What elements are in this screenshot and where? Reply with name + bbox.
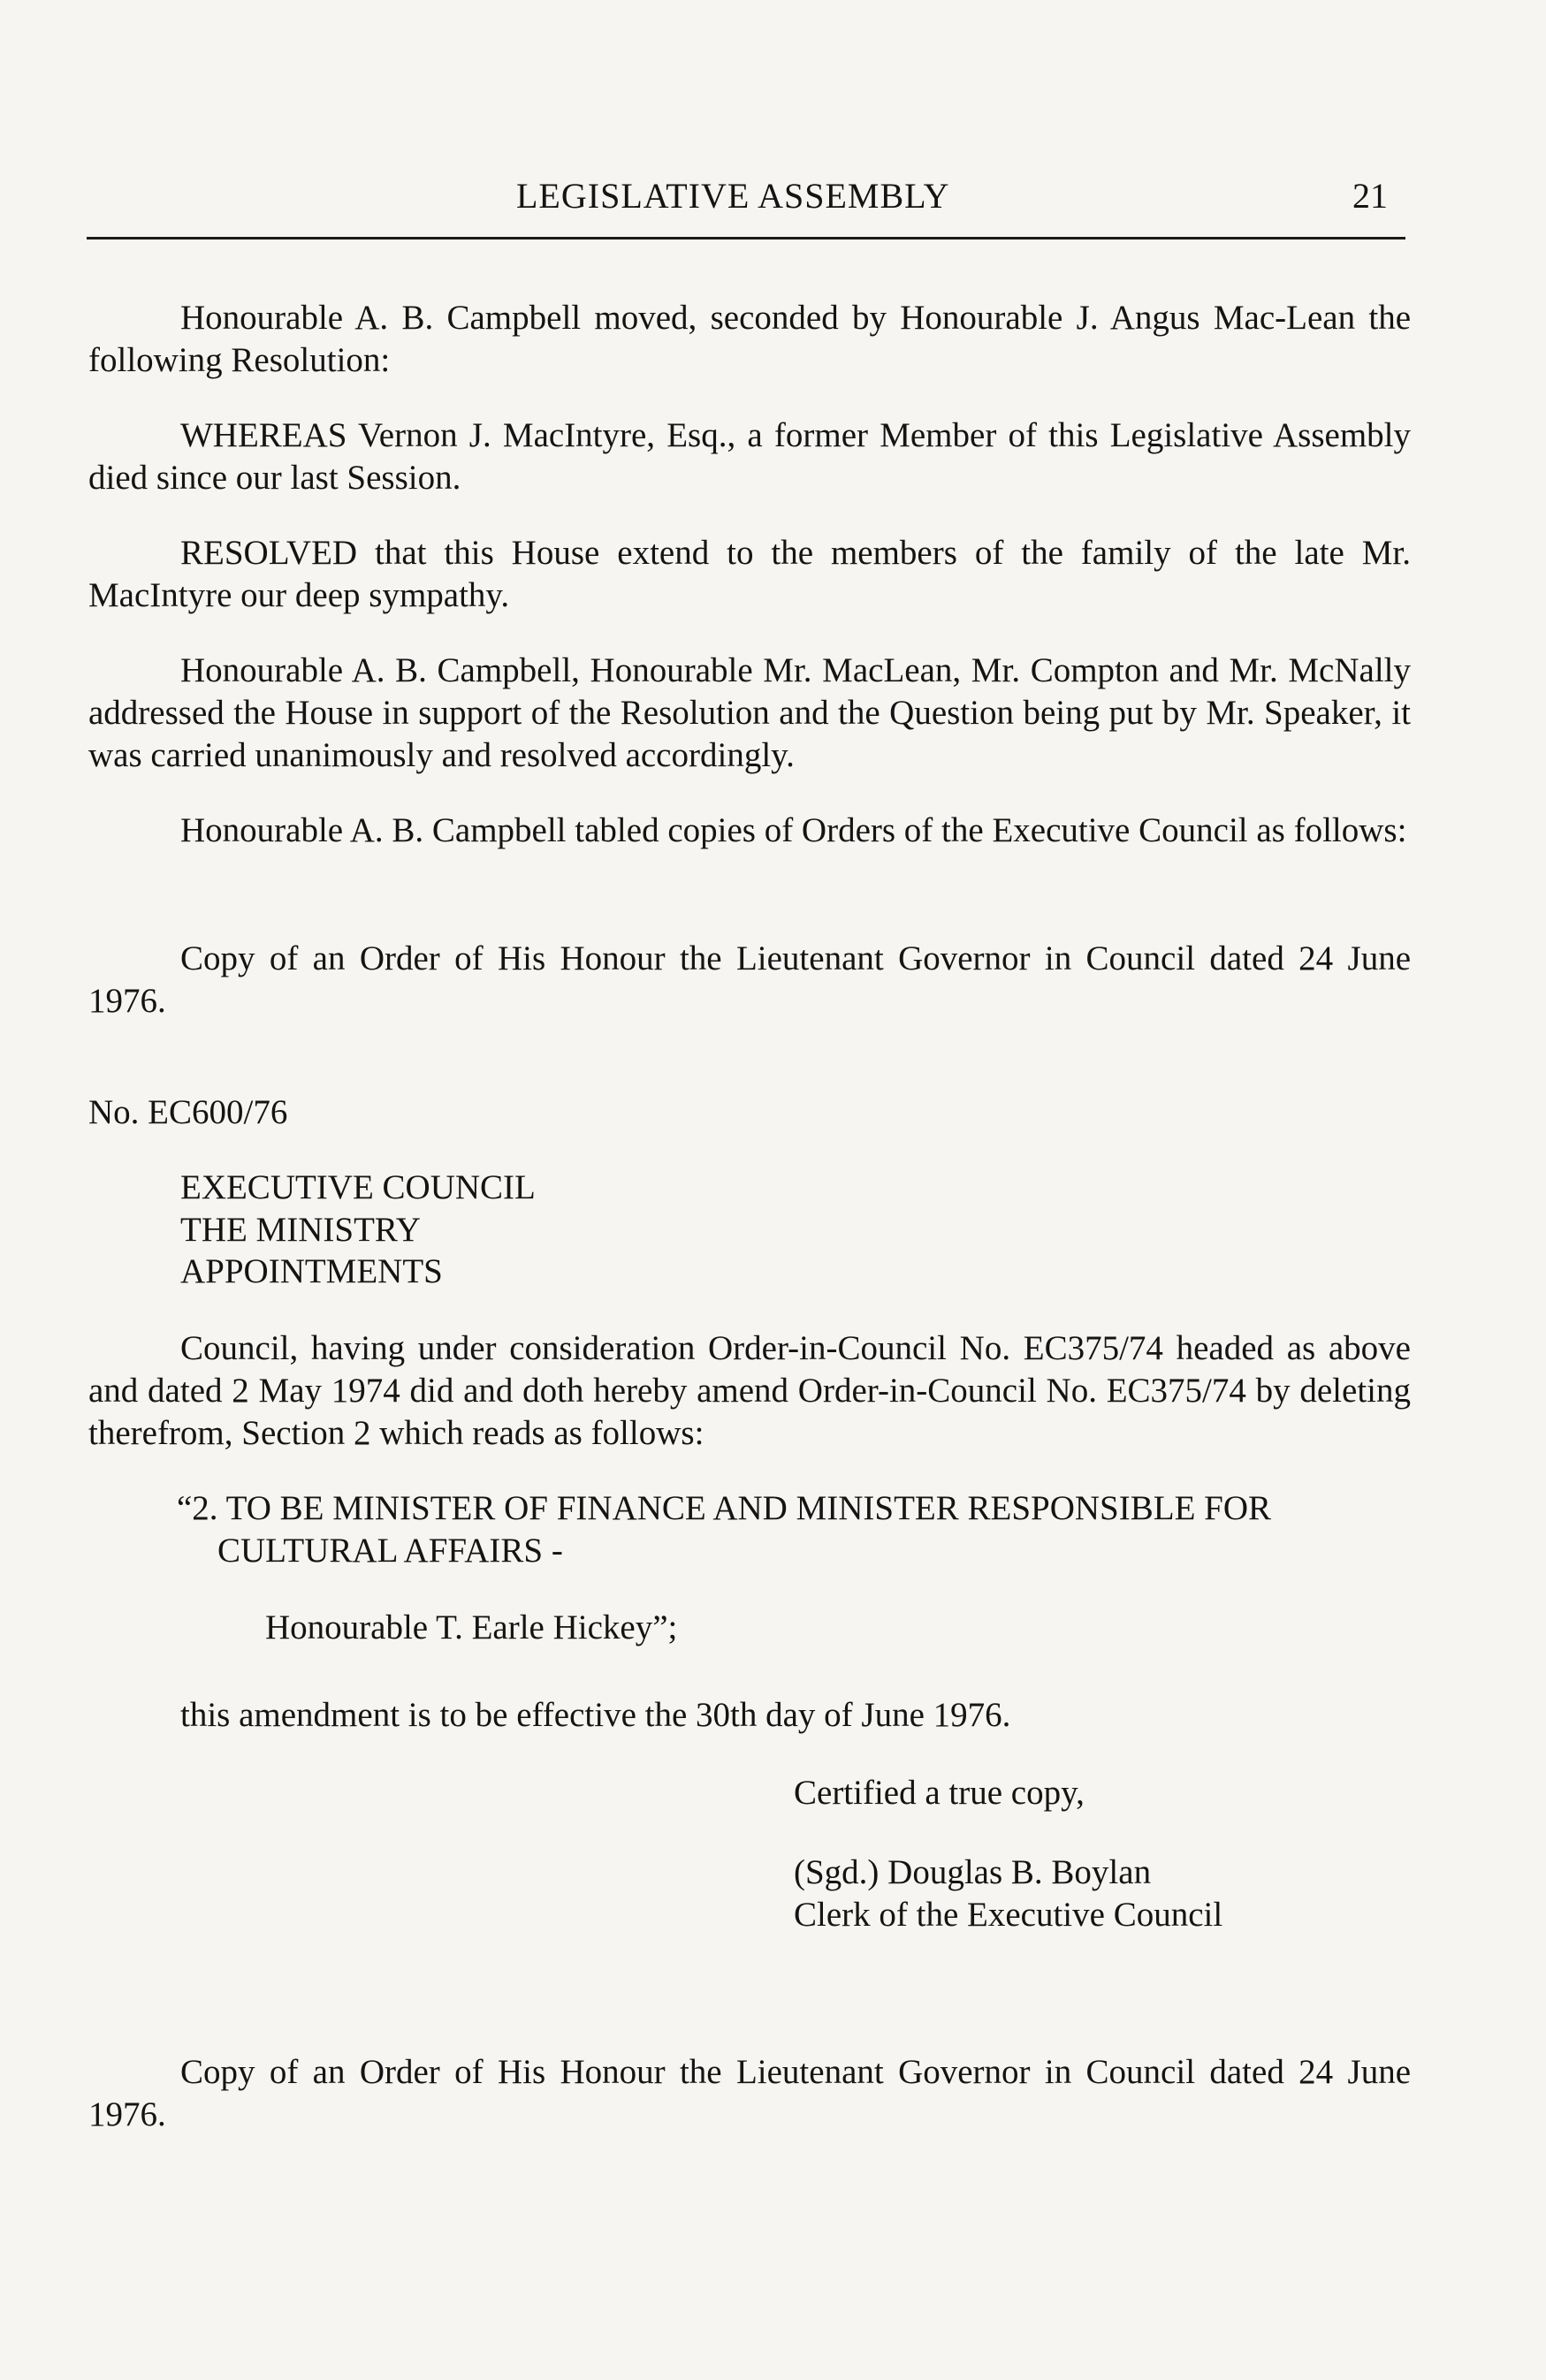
- paragraph-addressed: Honourable A. B. Campbell, Honourable Mr. MacLean, Mr. Compton and Mr. McNally addressed the House in support of the Resolution and the Question being put by Mr. Speaker, it was carried unanimously and resolved accordingly.: [88, 651, 1411, 774]
- order-number: No. EC600/76: [88, 1093, 288, 1131]
- paragraph-copy-order-2: Copy of an Order of His Honour the Lieutenant Governor in Council dated 24 June 1976.: [88, 2053, 1411, 2133]
- paragraph-motion: Honourable A. B. Campbell moved, seconded by Honourable J. Angus Mac-Lean the following Resolution:: [88, 299, 1411, 379]
- order-heading-line: APPOINTMENTS: [180, 1252, 443, 1290]
- order-heading-line: THE MINISTRY: [180, 1211, 421, 1249]
- page-number: 21: [1352, 176, 1388, 216]
- effective-date-line: this amendment is to be effective the 30th day of June 1976.: [180, 1696, 1011, 1734]
- signature-name: (Sgd.) Douglas B. Boylan: [794, 1853, 1152, 1891]
- order-heading-line: EXECUTIVE COUNCIL: [180, 1168, 536, 1206]
- header-rule: [87, 237, 1405, 240]
- paragraph-whereas: WHEREAS Vernon J. MacIntyre, Esq., a former Member of this Legislative Assembly died since our last Session.: [88, 416, 1411, 497]
- certification-line: Certified a true copy,: [794, 1774, 1085, 1812]
- quoted-section: “2. TO BE MINISTER OF FINANCE AND MINISTER RESPONSIBLE FOR CULTURAL AFFAIRS -: [177, 1489, 1272, 1570]
- paragraph-copy-order-1: Copy of an Order of His Honour the Lieutenant Governor in Council dated 24 June 1976.: [88, 939, 1411, 1020]
- quoted-minister-name: Honourable T. Earle Hickey”;: [265, 1608, 678, 1646]
- paragraph-tabled: Honourable A. B. Campbell tabled copies of Orders of the Executive Council as follows:: [180, 811, 1407, 849]
- running-header: LEGISLATIVE ASSEMBLY: [516, 176, 950, 216]
- paragraph-resolved: RESOLVED that this House extend to the members of the family of the late Mr. MacIntyre our deep sympathy.: [88, 534, 1411, 614]
- order-body: Council, having under consideration Order-in-Council No. EC375/74 headed as above and dated 2 May 1974 did and doth hereby amend Order-in-Council No. EC375/74 by deleting therefrom, Section 2 which reads as follows:: [88, 1329, 1411, 1452]
- signer-title: Clerk of the Executive Council: [794, 1896, 1223, 1934]
